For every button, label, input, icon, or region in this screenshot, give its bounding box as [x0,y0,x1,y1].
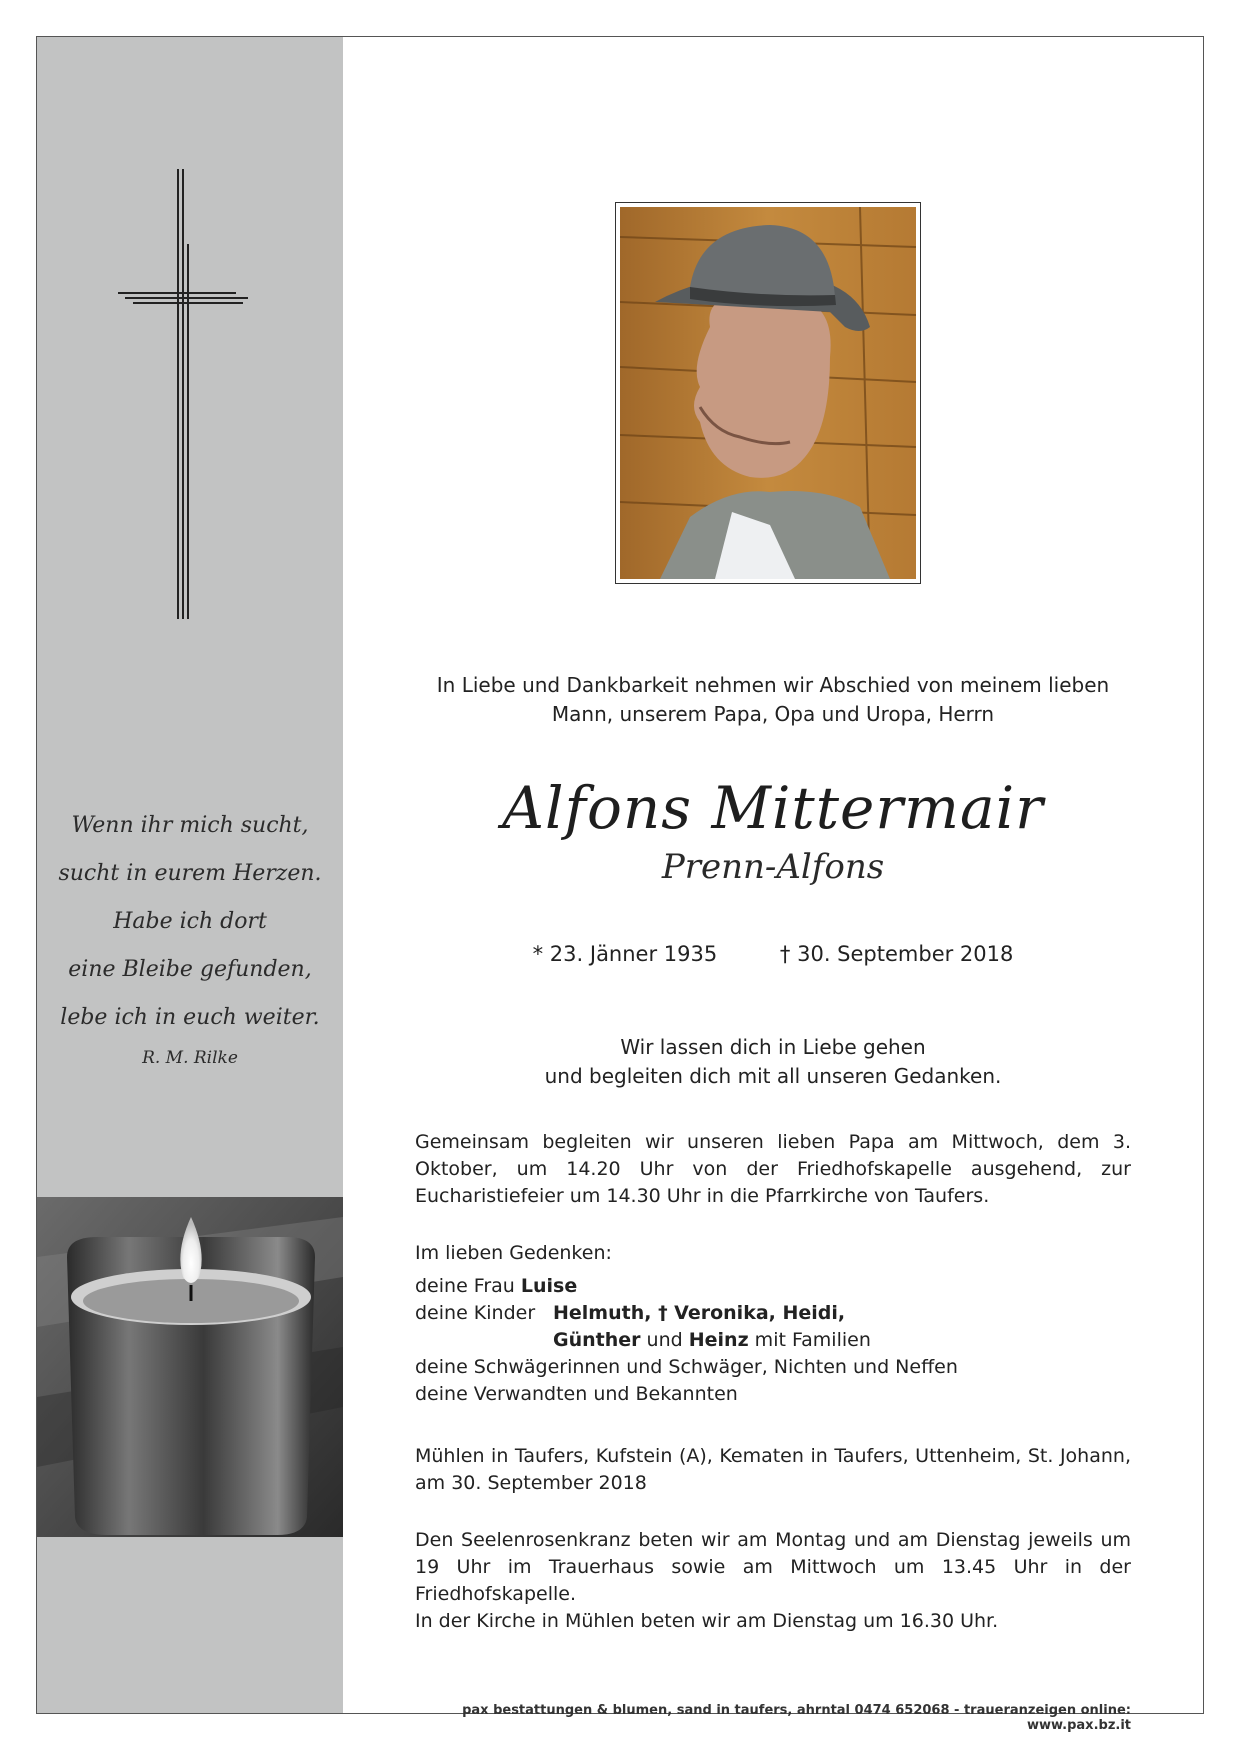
obituary-card [36,36,1204,1733]
quote-line: sucht in eurem Herzen. [58,861,322,886]
rosary-line: Den Seelenrosenkranz beten wir am Montag und am Dienstag jeweils um 19 Uhr im Trauerhaus sowie am Mittwoch um 13.45 Uhr in der Friedhofskapelle. [415,1529,1131,1605]
quote-line: eine Bleibe gefunden, [68,957,312,982]
mourner-children [415,1300,1131,1327]
and-word: und [640,1329,689,1351]
mourner-relatives: deine Verwandten und Bekannten [415,1383,738,1405]
child-name: Günther [553,1329,641,1351]
mourners-heading: Im lieben Gedenken: [415,1242,612,1264]
sidebar [37,37,343,1713]
place-date: Mühlen in Taufers, Kufstein (A), Kematen in Taufers, Uttenheim, St. Johann, am 30. September 2018 [415,1445,1131,1494]
children-prefix: deine Kinder [415,1302,536,1324]
portrait-photo [620,207,916,579]
motto-line: Wir lassen dich in Liebe gehen [620,1035,926,1059]
rilke-quote [37,802,343,1068]
footer-credit: pax bestattungen & blumen, sand in taufers, ahrntal 0474 652068 - traueranzeigen online: www.pax.bz.it [462,1703,1131,1733]
death-date: † 30. September 2018 [779,942,1014,966]
intro-line: Mann, unserem Papa, Opa und Uropa, Herrn [551,702,995,726]
motto [415,1033,1131,1091]
mourner-children-cont [415,1327,1131,1354]
deceased-nickname: Prenn-Alfons [661,847,885,887]
cross-icon [113,169,263,679]
quote-author: R. M. Rilke [142,1048,238,1068]
quote-line: lebe ich in euch weiter. [60,1005,320,1030]
mourner-inlaws: deine Schwägerinnen und Schwäger, Nichten und Neffen [415,1356,958,1378]
rosary-info [415,1527,1131,1635]
portrait-frame [615,202,921,584]
intro-text [415,671,1131,729]
mourner-wife [415,1273,1131,1300]
wife-prefix: deine Frau [415,1275,521,1297]
families-suffix: mit Familien [748,1329,871,1351]
children-names: Helmuth, † Veronika, Heidi, [553,1302,846,1324]
mourners-list [415,1240,1131,1408]
deceased-name: Alfons Mittermair [502,774,1044,842]
funeral-announcement: Gemeinsam begleiten wir unseren lieben Papa am Mittwoch, dem 3. Oktober, um 14.20 Uhr von der Friedhofskapelle ausgehend, zur Eucharistiefeier um 14.30 Uhr in die Pfarrkirche von Taufers. [415,1131,1131,1207]
motto-line: und begleiten dich mit all unseren Gedanken. [544,1064,1002,1088]
child-name: Heinz [688,1329,749,1351]
life-dates [415,939,1131,969]
candle-photo [37,1197,343,1537]
rosary-line: In der Kirche in Mühlen beten wir am Dienstag um 16.30 Uhr. [415,1610,999,1632]
birth-date: * 23. Jänner 1935 [532,942,718,966]
wife-name: Luise [520,1275,578,1297]
quote-line: Wenn ihr mich sucht, [71,813,309,838]
intro-line: In Liebe und Dankbarkeit nehmen wir Abschied von meinem lieben [436,673,1110,697]
quote-line: Habe ich dort [113,909,267,934]
